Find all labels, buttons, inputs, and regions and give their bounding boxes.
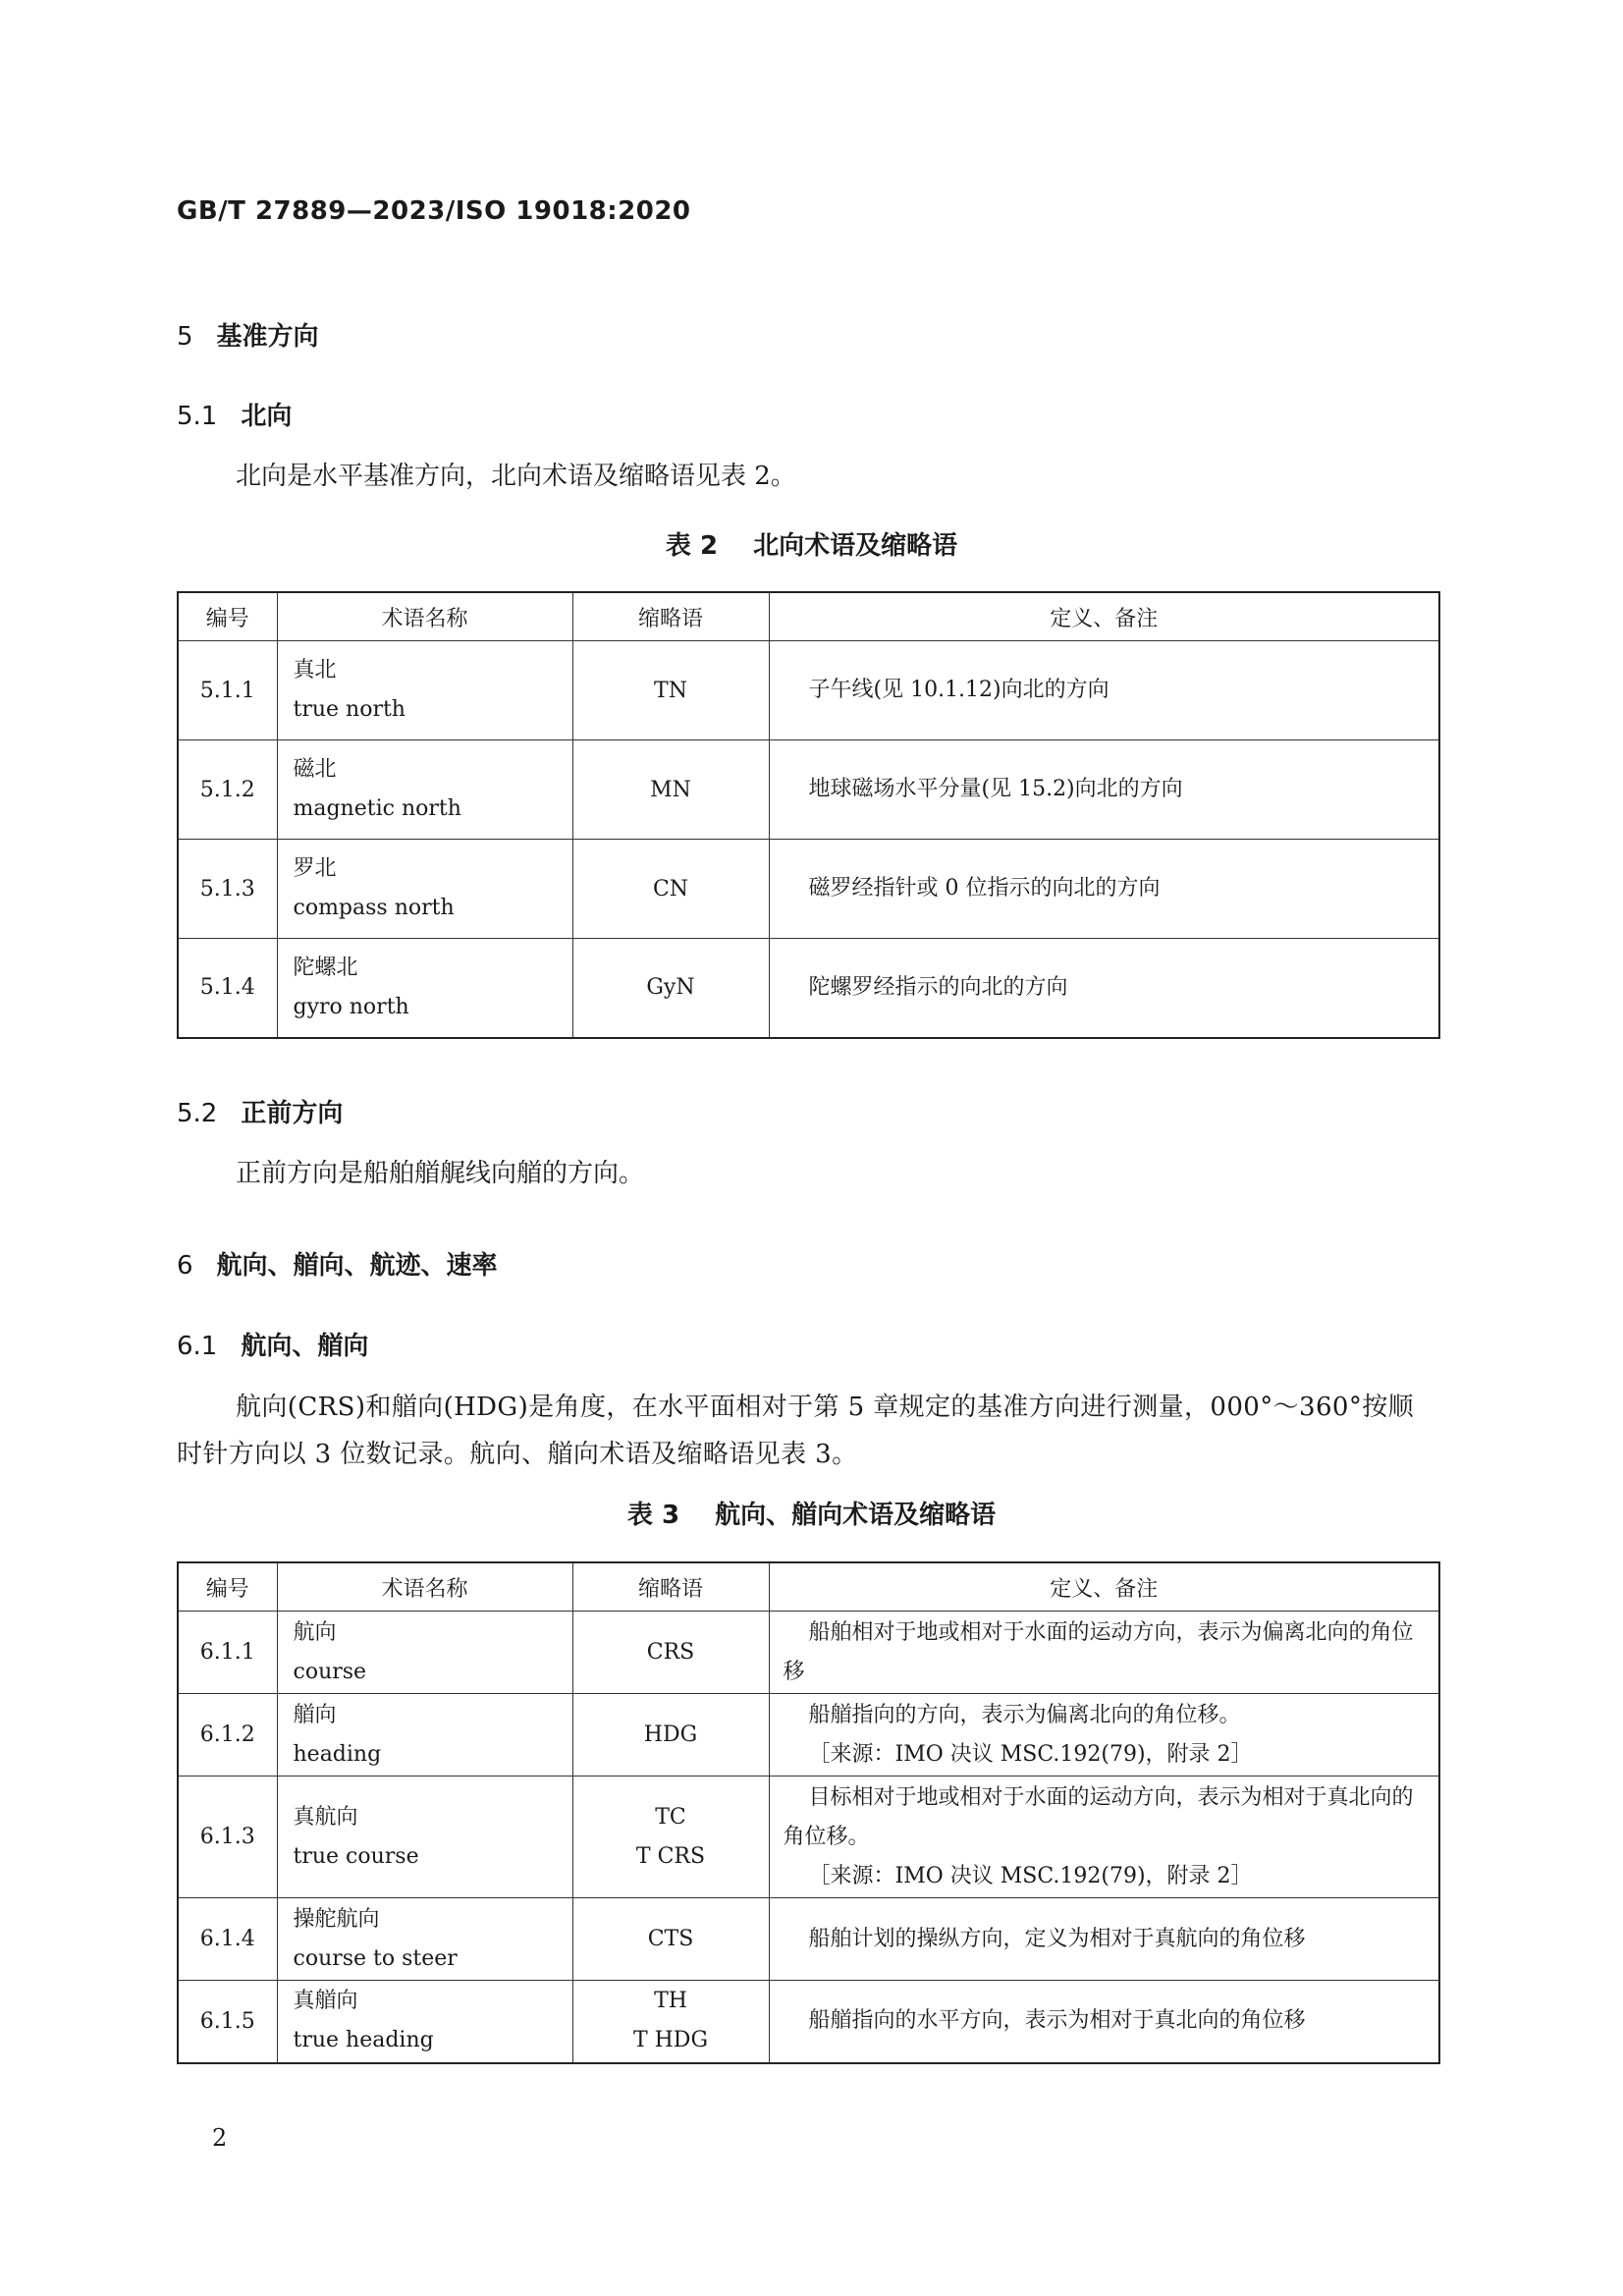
- section-number: 5: [177, 322, 193, 352]
- section-number: 6.1: [177, 1332, 218, 1361]
- table-title: 航向、艏向术语及缩略语: [715, 1501, 997, 1530]
- term-english: heading: [293, 1741, 382, 1767]
- abbreviation: HDG: [643, 1722, 698, 1747]
- cell-definition: 陀螺罗经指示的向北的方向: [769, 939, 1439, 1038]
- paragraph-text: 正前方向是船舶艏艉线向艏的方向。: [236, 1159, 645, 1188]
- cell-id: 5.1.1: [178, 641, 277, 740]
- table-row: [178, 740, 1439, 840]
- term-english: course: [293, 1659, 367, 1684]
- cell-term: [277, 939, 572, 1038]
- table-row: [178, 1777, 1439, 1898]
- section-title: 基准方向: [216, 322, 319, 352]
- cell-id: 5.1.3: [178, 840, 277, 939]
- table-3: [177, 1561, 1440, 2064]
- header-definition: 定义、备注: [769, 592, 1439, 641]
- abbreviation: TH: [654, 1989, 687, 2014]
- cell-term: [277, 840, 572, 939]
- definition-source-note: ［来源：IMO 决议 MSC.192(79)，附录 2］: [808, 1863, 1253, 1888]
- definition-text: 船艏指向的方向，表示为偏离北向的角位移。: [808, 1702, 1241, 1727]
- table-header-row: [178, 1562, 1439, 1612]
- cell-term: [277, 641, 572, 740]
- cell-definition: 磁罗经指针或 0 位指示的向北的方向: [769, 840, 1439, 939]
- cell-term: [277, 740, 572, 840]
- cell-definition: [769, 1777, 1439, 1898]
- cell-term: [277, 1694, 572, 1777]
- term-chinese: 陀螺北: [293, 955, 358, 980]
- cell-term: [277, 1898, 572, 1981]
- definition-source-note: ［来源：IMO 决议 MSC.192(79)，附录 2］: [808, 1741, 1253, 1767]
- paragraph-text: 航向(CRS)和艏向(HDG)是角度，在水平面相对于第 5 章规定的基准方向进行测量，000°～360°按顺时针方向以 3 位数记录。航向、艏向术语及缩略语见表 3。: [177, 1393, 1415, 1469]
- section-5-1-paragraph: [177, 457, 1438, 496]
- section-title: 正前方向: [241, 1099, 344, 1128]
- term-chinese: 艏向: [293, 1702, 337, 1727]
- abbreviation: CTS: [647, 1926, 694, 1951]
- header-term: 术语名称: [277, 1562, 572, 1612]
- paragraph-text: 北向是水平基准方向，北向术语及缩略语见表 2。: [236, 462, 796, 491]
- term-english: true course: [293, 1843, 419, 1869]
- table-3-caption: [0, 1495, 1623, 1531]
- section-5-2-paragraph: [177, 1154, 1438, 1193]
- term-chinese: 磁北: [293, 757, 337, 782]
- term-english: course to steer: [293, 1945, 458, 1971]
- term-english: magnetic north: [293, 796, 461, 821]
- cell-definition: 地球磁场水平分量(见 15.2)向北的方向: [769, 740, 1439, 840]
- header-abbreviation: 缩略语: [572, 592, 769, 641]
- cell-definition: 子午线(见 10.1.12)向北的方向: [769, 641, 1439, 740]
- table-header-row: [178, 592, 1439, 641]
- abbreviation: TC: [655, 1804, 686, 1830]
- term-chinese: 真北: [293, 658, 337, 683]
- header-id: 编号: [178, 1562, 277, 1612]
- term-chinese: 真航向: [293, 1804, 358, 1830]
- section-number: 6: [177, 1251, 193, 1281]
- cell-abbreviation: MN: [572, 740, 769, 840]
- term-chinese: 罗北: [293, 856, 337, 881]
- table-row: [178, 1898, 1439, 1981]
- cell-definition: 船艏指向的水平方向，表示为相对于真北向的角位移: [769, 1981, 1439, 2063]
- cell-id: 6.1.5: [178, 1981, 277, 2063]
- section-title: 航向、艏向: [241, 1332, 369, 1361]
- section-6-1-heading: [177, 1326, 368, 1362]
- cell-id: 6.1.3: [178, 1777, 277, 1898]
- table-2: [177, 591, 1440, 1039]
- table-number: 表 2: [665, 531, 719, 561]
- cell-abbreviation: GyN: [572, 939, 769, 1038]
- abbreviation: CRS: [646, 1639, 695, 1665]
- cell-id: 6.1.4: [178, 1898, 277, 1981]
- section-5-heading: [177, 316, 319, 353]
- header-definition: 定义、备注: [769, 1562, 1439, 1612]
- abbreviation-alt: T CRS: [635, 1843, 706, 1869]
- cell-definition: [769, 1694, 1439, 1777]
- table-number: 表 3: [626, 1501, 680, 1530]
- header-term: 术语名称: [277, 592, 572, 641]
- cell-id: 6.1.2: [178, 1694, 277, 1777]
- table-row: [178, 840, 1439, 939]
- table-title: 北向术语及缩略语: [753, 531, 958, 561]
- definition-text: 目标相对于地或相对于水面的运动方向，表示为相对于真北向的角位移。: [783, 1784, 1414, 1849]
- term-chinese: 操舵航向: [293, 1906, 380, 1932]
- cell-term: [277, 1777, 572, 1898]
- section-6-1-paragraph: [177, 1384, 1438, 1478]
- section-title: 北向: [241, 402, 293, 431]
- section-number: 5.2: [177, 1099, 218, 1128]
- term-chinese: 真艏向: [293, 1989, 358, 2014]
- cell-term: [277, 1981, 572, 2063]
- table-row: [178, 1981, 1439, 2063]
- cell-id: 6.1.1: [178, 1612, 277, 1694]
- term-english: compass north: [293, 896, 455, 920]
- table-row: [178, 641, 1439, 740]
- term-english: true heading: [293, 2028, 434, 2053]
- abbreviation-alt: T HDG: [632, 2028, 709, 2053]
- cell-abbreviation: [572, 1777, 769, 1898]
- cell-abbreviation: TN: [572, 641, 769, 740]
- cell-term: [277, 1612, 572, 1694]
- table-row: [178, 1694, 1439, 1777]
- table-row: [178, 1612, 1439, 1694]
- cell-abbreviation: CN: [572, 840, 769, 939]
- page-number: 2: [212, 2124, 228, 2152]
- table-2-caption: [0, 525, 1623, 562]
- cell-definition: 船舶计划的操纵方向，定义为相对于真航向的角位移: [769, 1898, 1439, 1981]
- cell-id: 5.1.2: [178, 740, 277, 840]
- cell-abbreviation: [572, 1694, 769, 1777]
- document-number: GB/T 27889—2023/ISO 19018:2020: [177, 196, 691, 226]
- term-english: gyro north: [293, 994, 409, 1019]
- section-title: 航向、艏向、航迹、速率: [216, 1251, 498, 1281]
- section-5-2-heading: [177, 1093, 343, 1129]
- section-6-heading: [177, 1245, 498, 1282]
- header-id: 编号: [178, 592, 277, 641]
- section-5-1-heading: [177, 396, 292, 432]
- term-chinese: 航向: [293, 1619, 337, 1645]
- term-english: true north: [293, 697, 406, 722]
- section-number: 5.1: [177, 402, 218, 431]
- cell-abbreviation: [572, 1981, 769, 2063]
- table-row: [178, 939, 1439, 1038]
- cell-abbreviation: [572, 1612, 769, 1694]
- header-abbreviation: 缩略语: [572, 1562, 769, 1612]
- cell-abbreviation: [572, 1898, 769, 1981]
- cell-id: 5.1.4: [178, 939, 277, 1038]
- cell-definition: 船舶相对于地或相对于水面的运动方向，表示为偏离北向的角位移: [769, 1612, 1439, 1694]
